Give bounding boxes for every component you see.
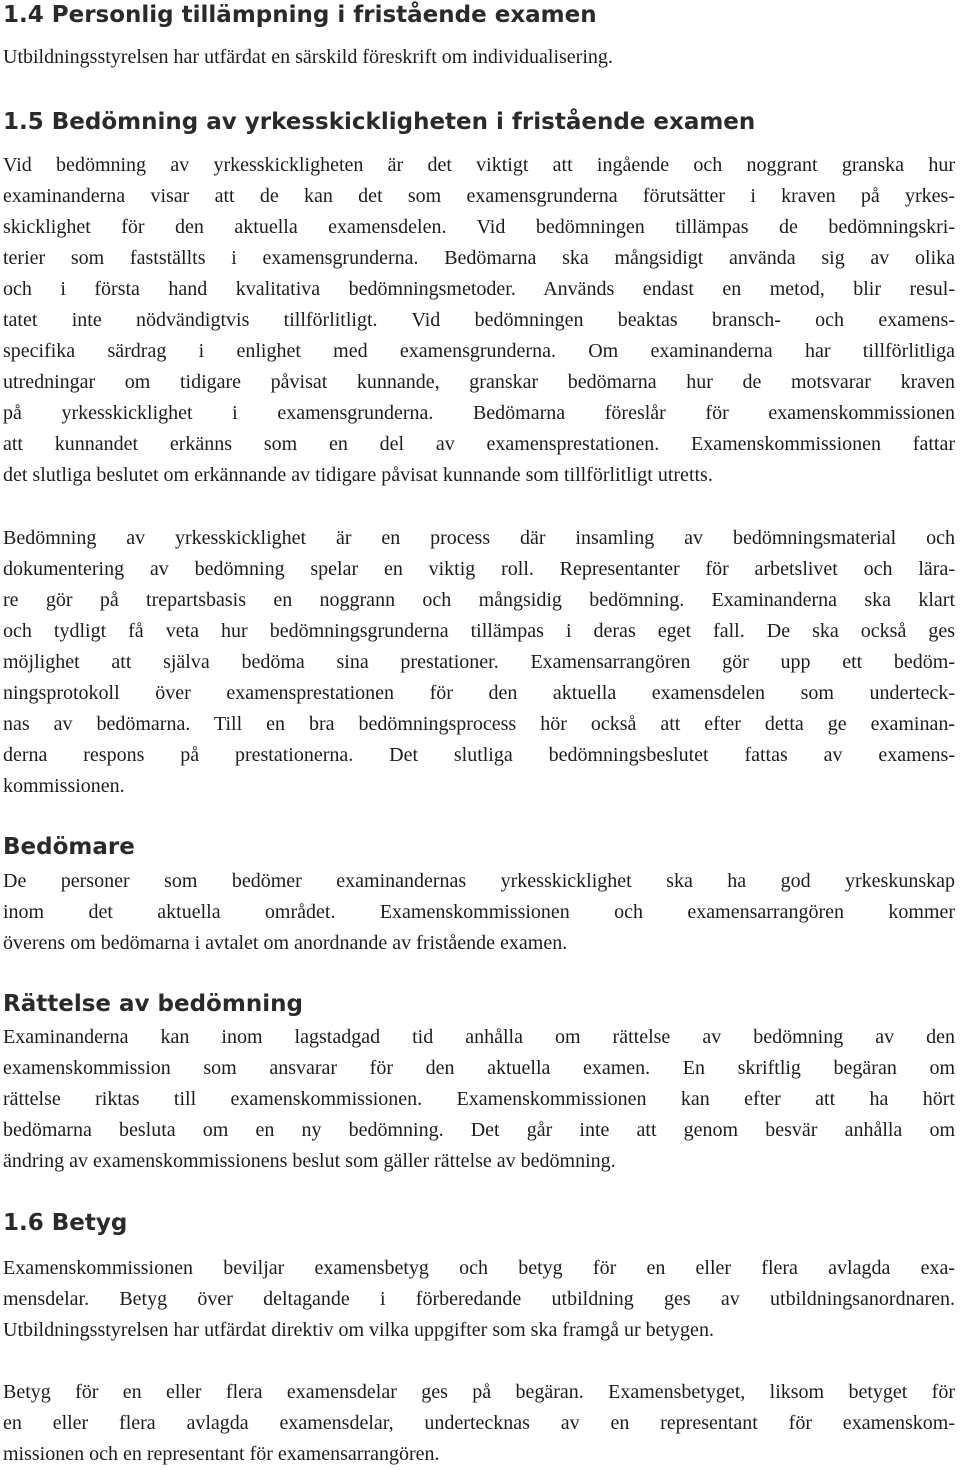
text-line: missionen och en representant för examensarrangören.: [3, 1443, 440, 1465]
text-line: Vid bedömning av yrkesskickligheten är det viktigt att ingående och noggrant granska hur: [3, 154, 955, 176]
text-line: examenskommission som ansvarar för den aktuella examen. En skriftlig begäran om: [3, 1057, 955, 1079]
text-line: Betyg för en eller flera examensdelar ges på begäran. Examensbetyget, liksom betyget för: [3, 1381, 955, 1403]
text-line: Examinanderna kan inom lagstadgad tid anhålla om rättelse av bedömning av den: [3, 1026, 955, 1048]
section-heading-1-4: 1.4 Personlig tillämpning i fristående examen: [3, 2, 597, 28]
text-line: tatet inte nödvändigtvis tillförlitligt. Vid bedömningen beaktas bransch- och examens-: [3, 309, 955, 331]
text-line: möjlighet att själva bedöma sina prestationer. Examensarrangören gör upp ett bedöm-: [3, 651, 955, 673]
text-line: De personer som bedömer examinandernas yrkesskicklighet ska ha god yrkeskunskap: [3, 870, 955, 892]
paragraph-1-5-b: [3, 523, 955, 802]
text-line: dokumentering av bedömning spelar en viktig roll. Representanter för arbetslivet och lära-: [3, 558, 955, 580]
text-line: utredningar om tidigare påvisat kunnande, granskar bedömarna hur de motsvarar kraven: [3, 371, 955, 393]
text-line: bedömarna besluta om en ny bedömning. Det går inte att genom besvär anhålla om: [3, 1119, 955, 1141]
paragraph-1-5-a: [3, 150, 955, 491]
section-heading-1-5: 1.5 Bedömning av yrkesskickligheten i fristående examen: [3, 109, 756, 135]
paragraph-rattelse: [3, 1022, 955, 1177]
text-line: kommissionen.: [3, 775, 125, 797]
text-line: att kunnandet erkänns som en del av examensprestationen. Examenskommissionen fattar: [3, 433, 955, 455]
text-line: överens om bedömarna i avtalet om anordnande av fristående examen.: [3, 932, 568, 954]
text-line: Utbildningsstyrelsen har utfärdat en särskild föreskrift om individualisering.: [3, 46, 613, 68]
paragraph-betyg-b: [3, 1377, 955, 1470]
text-line: det slutliga beslutet om erkännande av tidigare påvisat kunnande som tillförlitligt utretts.: [3, 464, 713, 486]
text-line: ningsprotokoll över examensprestationen för den aktuella examensdelen som underteck-: [3, 682, 955, 704]
text-line: inom det aktuella området. Examenskommissionen och examensarrangören kommer: [3, 901, 955, 923]
text-line: skicklighet för den aktuella examensdelen. Vid bedömningen tillämpas de bedömningskri-: [3, 216, 955, 238]
text-line: re gör på trepartsbasis en noggrann och mångsidig bedömning. Examinanderna ska klart: [3, 589, 955, 611]
text-line: rättelse riktas till examenskommissionen. Examenskommissionen kan efter att ha hört: [3, 1088, 955, 1110]
document-page: [3, 0, 955, 1470]
text-line: mensdelar. Betyg över deltagande i förberedande utbildning ges av utbildningsanordnaren.: [3, 1288, 955, 1310]
paragraph-betyg-a: [3, 1253, 955, 1346]
paragraph-bedomare: [3, 866, 955, 959]
text-line: Examenskommissionen beviljar examensbetyg och betyg för en eller flera avlagda exa-: [3, 1257, 955, 1279]
section-heading-rattelse: Rättelse av bedömning: [3, 991, 303, 1017]
section-heading-bedomare: Bedömare: [3, 834, 135, 860]
text-line: nas av bedömarna. Till en bra bedömningsprocess hör också att efter detta ge examinan-: [3, 713, 955, 735]
text-line: examinanderna visar att de kan det som examensgrunderna förutsätter i kraven på yrkes-: [3, 185, 955, 207]
text-line: en eller flera avlagda examensdelar, undertecknas av en representant för examenskom-: [3, 1412, 955, 1434]
text-line: Utbildningsstyrelsen har utfärdat direktiv om vilka uppgifter som ska framgå ur betygen.: [3, 1319, 714, 1341]
text-line: terier som fastställts i examensgrunderna. Bedömarna ska mångsidigt använda sig av olika: [3, 247, 955, 269]
text-line: på yrkesskicklighet i examensgrunderna. Bedömarna föreslår för examenskommissionen: [3, 402, 955, 424]
text-line: och i första hand kvalitativa bedömningsmetoder. Används endast en metod, blir resul-: [3, 278, 955, 300]
text-line: Bedömning av yrkesskicklighet är en process där insamling av bedömningsmaterial och: [3, 527, 955, 549]
text-line: specifika särdrag i enlighet med examensgrunderna. Om examinanderna har tillförlitliga: [3, 340, 955, 362]
text-line: och tydligt få veta hur bedömningsgrunderna tillämpas i deras eget fall. De ska också ges: [3, 620, 955, 642]
text-line: ändring av examenskommissionens beslut som gäller rättelse av bedömning.: [3, 1150, 616, 1172]
section-heading-1-6: 1.6 Betyg: [3, 1210, 128, 1236]
text-line: derna respons på prestationerna. Det slutliga bedömningsbeslutet fattas av examens-: [3, 744, 955, 766]
paragraph-1-4: [3, 42, 955, 73]
